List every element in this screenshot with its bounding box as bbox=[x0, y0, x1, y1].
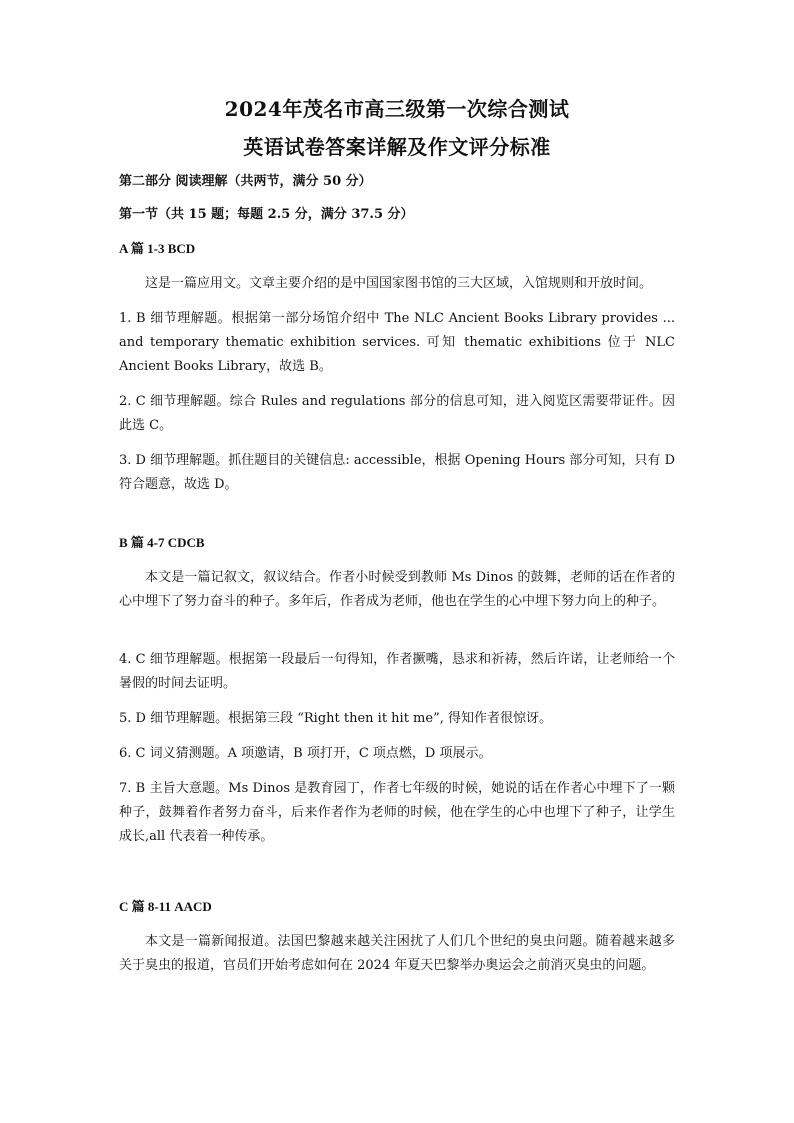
part2-heading: 第二部分 阅读理解（共两节，满分 50 分） bbox=[119, 174, 372, 189]
page-subtitle: 英语试卷答案详解及作文评分标准 bbox=[243, 135, 551, 159]
passage-b-summary: 本文是一篇记叙文，叙议结合。作者小时候受到教师 Ms Dinos 的鼓舞，老师的话在作者的心中埋下了努力奋斗的种子。多年后，作者成为老师，他也在学生的心中埋下努力向上的种子。 bbox=[119, 570, 675, 609]
page-title: 2024年茂名市高三级第一次综合测试 bbox=[224, 97, 570, 121]
passage-a-summary: 这是一篇应用文。文章主要介绍的是中国国家图书馆的三大区域，入馆规则和开放时间。 bbox=[145, 276, 653, 291]
passage-a-heading: A 篇 1-3 BCD bbox=[119, 241, 196, 256]
passage-a-q1-explanation: 1. B 细节理解题。根据第一部分场馆介绍中 The NLC Ancient Books Library provides ... and temporary thematic exhibition services. 可知 thematic exhibitions 位于 NLC Ancient Books Library，故选 B。 bbox=[119, 311, 675, 374]
passage-b-heading: B 篇 4-7 CDCB bbox=[119, 535, 205, 550]
passage-b-q7-explanation: 7. B 主旨大意题。Ms Dinos 是教育园丁，作者七年级的时候，她说的话在作者心中埋下了一颗种子，鼓舞着作者努力奋斗，后来作者作为老师的时候，他在学生的心中也埋下了种子，让学生成长,all 代表着一种传承。 bbox=[119, 781, 675, 844]
passage-c-summary: 本文是一篇新闻报道。法国巴黎越来越关注困扰了人们几个世纪的臭虫问题。随着越来越多关于臭虫的报道，官员们开始考虑如何在 2024 年夏天巴黎举办奥运会之前消灭臭虫的问题。 bbox=[119, 934, 675, 973]
passage-b-q5-explanation: 5. D 细节理解题。根据第三段 “Right then it hit me”, 得知作者很惊讶。 bbox=[119, 711, 552, 726]
passage-a-q2-explanation: 2. C 细节理解题。综合 Rules and regulations 部分的信息可知，进入阅览区需要带证件。因此选 C。 bbox=[119, 394, 675, 433]
passage-b-q4-explanation: 4. C 细节理解题。根据第一段最后一句得知，作者撅嘴，恳求和祈祷，然后许诺，让老师给一个暑假的时间去证明。 bbox=[119, 652, 675, 691]
passage-a-q3-explanation: 3. D 细节理解题。抓住题目的关键信息: accessible，根据 Opening Hours 部分可知，只有 D 符合题意，故选 D。 bbox=[119, 453, 675, 492]
section1-heading: 第一节（共 15 题；每题 2.5 分，满分 37.5 分） bbox=[119, 207, 414, 222]
passage-c-heading: C 篇 8-11 AACD bbox=[119, 899, 212, 914]
passage-b-q6-explanation: 6. C 词义猜测题。A 项邀请，B 项打开，C 项点燃，D 项展示。 bbox=[119, 746, 492, 761]
